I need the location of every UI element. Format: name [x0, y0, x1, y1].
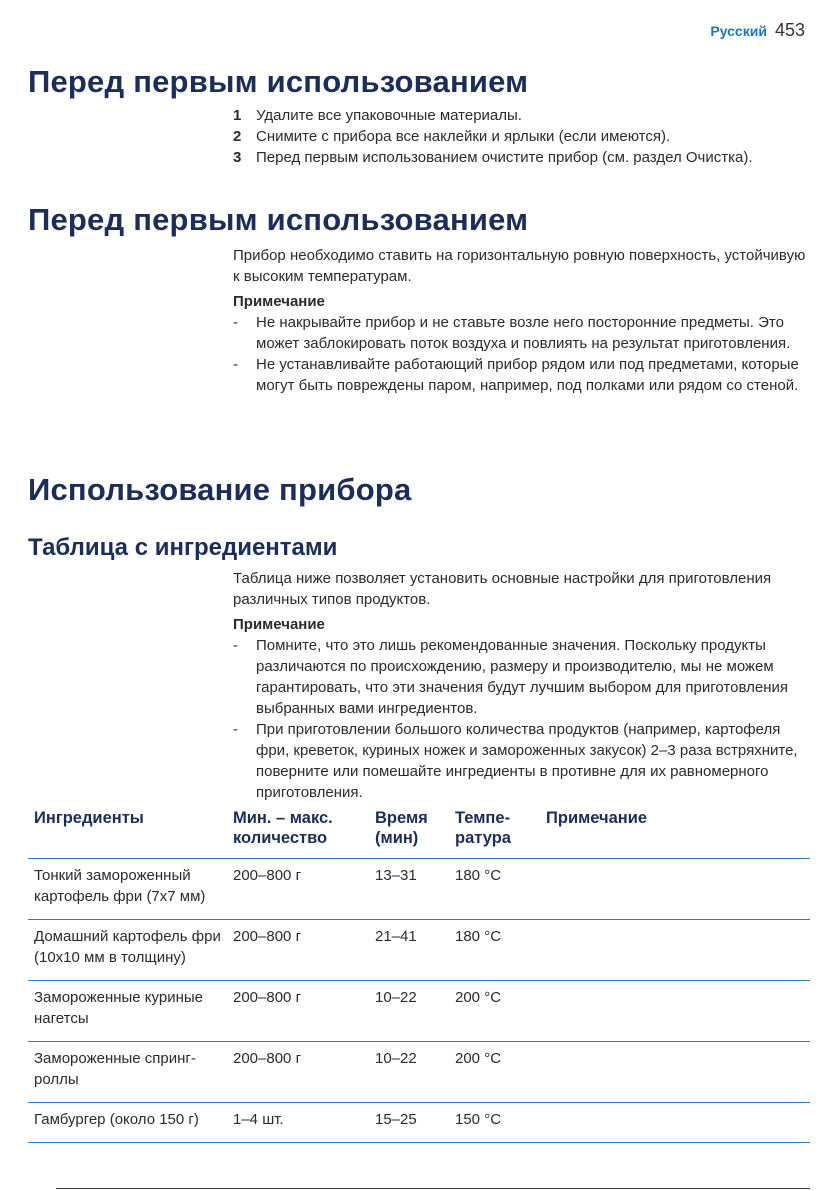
ingredients-intro: Таблица ниже позволяет установить основные настройки для приготовления различных типов продуктов.	[233, 570, 772, 608]
bullet-text: При приготовлении большого количества продуктов (например, картофеля фри, креветок, куриных ножек и замороженных закусок) 2–3 раза встряхните, поверните или помешайте ингредиенты в противне для их равномерного приготовления.	[256, 721, 798, 801]
section-title-before-first-use: Перед первым использованием	[28, 64, 529, 99]
cell-time: 10–22	[369, 981, 449, 1042]
bullet-dash: -	[233, 314, 238, 331]
table-header-row	[28, 806, 810, 859]
cell-ingredient: Домашний картофель фри (10x10 мм в толщину)	[28, 920, 227, 981]
page-number: 453	[774, 20, 805, 40]
cell-ingredient: Тонкий замороженный картофель фри (7x7 мм)	[28, 859, 227, 920]
table-row	[28, 981, 810, 1042]
ingredients-intro-section	[233, 568, 813, 803]
step-number: 1	[233, 107, 242, 124]
note-title: Примечание	[233, 616, 325, 633]
step-item	[233, 126, 813, 147]
header-time: Время (мин)	[375, 809, 428, 847]
cell-time: 15–25	[369, 1103, 449, 1143]
cell-quantity: 1–4 шт.	[227, 1103, 369, 1143]
step-number: 2	[233, 128, 242, 145]
placement-section	[233, 245, 813, 396]
cell-quantity: 200–800 г	[227, 859, 369, 920]
cell-time: 10–22	[369, 1042, 449, 1103]
step-item	[233, 147, 813, 168]
bullet-dash: -	[233, 356, 238, 373]
cell-temperature: 200 °C	[449, 1042, 540, 1103]
note-title: Примечание	[233, 293, 325, 310]
cell-ingredient: Замороженные куриные нагетсы	[28, 981, 227, 1042]
cell-note	[540, 1103, 810, 1143]
cell-note	[540, 1042, 810, 1103]
cell-quantity: 200–800 г	[227, 920, 369, 981]
cell-time: 21–41	[369, 920, 449, 981]
step-text: Снимите с прибора все наклейки и ярлыки (если имеются).	[256, 128, 671, 145]
footer-divider	[56, 1188, 810, 1189]
note-bullet	[233, 719, 813, 803]
header-note: Примечание	[546, 809, 648, 827]
step-text: Перед первым использованием очистите прибор (см. раздел Очистка).	[256, 149, 753, 166]
subsection-title-ingredients-table: Таблица с ингредиентами	[28, 534, 338, 561]
placement-intro: Прибор необходимо ставить на горизонтальную ровную поверхность, устойчивую к высоким температурам.	[233, 247, 806, 285]
header-quantity: Мин. – макс. количество	[233, 809, 333, 847]
cell-note	[540, 920, 810, 981]
step-number: 3	[233, 149, 242, 166]
header-ingredients: Ингредиенты	[34, 809, 144, 827]
table-row	[28, 920, 810, 981]
bullet-dash: -	[233, 637, 238, 654]
cell-time: 13–31	[369, 859, 449, 920]
ingredients-table	[28, 806, 810, 1143]
cell-note	[540, 981, 810, 1042]
cell-quantity: 200–800 г	[227, 1042, 369, 1103]
language-label: Русский	[710, 23, 767, 39]
cell-quantity: 200–800 г	[227, 981, 369, 1042]
cell-temperature: 180 °C	[449, 859, 540, 920]
bullet-text: Не устанавливайте работающий прибор рядом или под предметами, которые могут быть повреждены паром, например, под полками или рядом со стеной.	[256, 356, 799, 394]
note-bullet	[233, 312, 813, 354]
cell-ingredient: Гамбургер (около 150 г)	[28, 1103, 227, 1143]
bullet-text: Помните, что это лишь рекомендованные значения. Поскольку продукты различаются по происхождению, размеру и производителю, мы не можем гарантировать, что эти значения будут лучшим выбором для приготовления выбранных вами ингредиентов.	[256, 637, 788, 717]
note-bullet	[233, 354, 813, 396]
cell-temperature: 200 °C	[449, 981, 540, 1042]
table-row	[28, 1042, 810, 1103]
steps-list	[233, 105, 813, 168]
note-bullet	[233, 635, 813, 719]
table-row	[28, 1103, 810, 1143]
table-row	[28, 859, 810, 920]
header-temperature: Темпе-ратура	[455, 809, 511, 847]
page-header	[710, 20, 805, 41]
cell-temperature: 150 °C	[449, 1103, 540, 1143]
step-text: Удалите все упаковочные материалы.	[256, 107, 522, 124]
cell-note	[540, 859, 810, 920]
section-title-before-first-use-2: Перед первым использованием	[28, 202, 529, 237]
bullet-dash: -	[233, 721, 238, 738]
section-title-using-appliance: Использование прибора	[28, 472, 412, 507]
cell-ingredient: Замороженные спринг-роллы	[28, 1042, 227, 1103]
step-item	[233, 105, 813, 126]
cell-temperature: 180 °C	[449, 920, 540, 981]
bullet-text: Не накрывайте прибор и не ставьте возле него посторонние предметы. Это может заблокировать поток воздуха и повлиять на результат приготовления.	[256, 314, 791, 352]
